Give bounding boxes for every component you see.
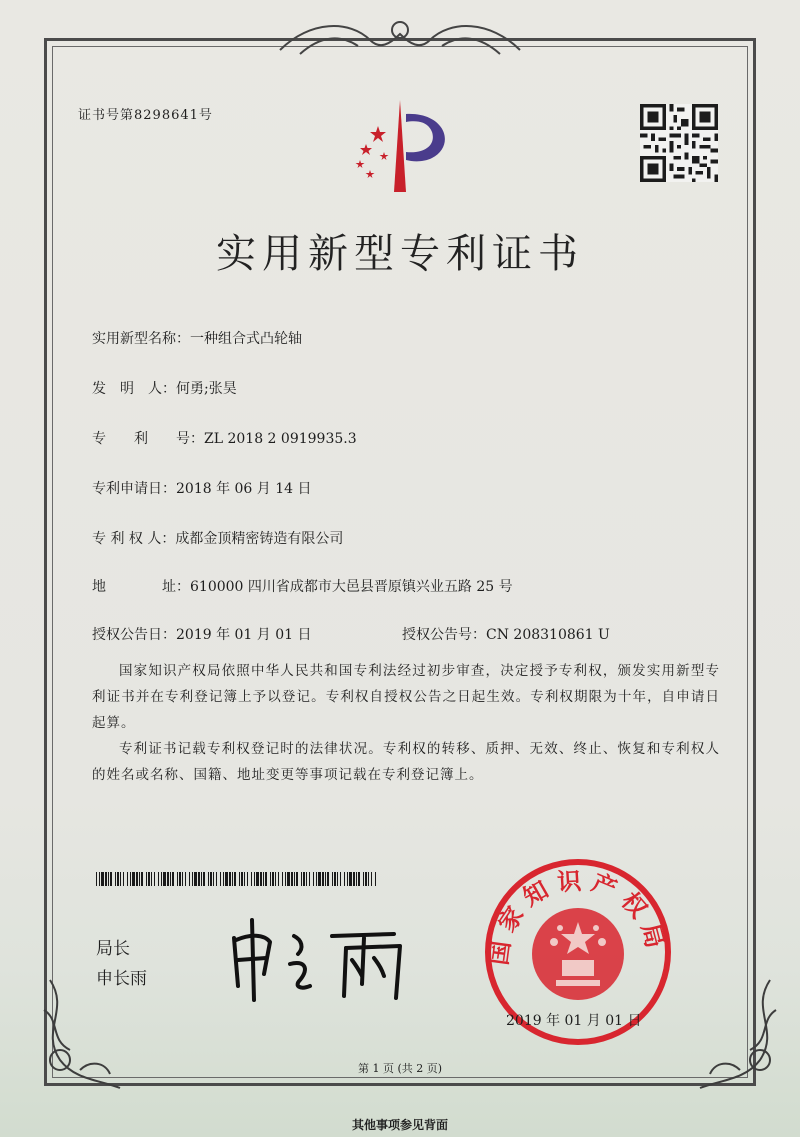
patent-number-value: ZL 2018 2 0919935.3: [204, 431, 357, 447]
patentee-label: 专 利 权 人：: [92, 531, 176, 547]
utility-model-name-label: 实用新型名称：: [92, 331, 190, 347]
statement-paragraph-1: 国家知识产权局依照中华人民共和国专利法经过初步审查，决定授予专利权，颁发实用新型专利证书并在专利登记簿上予以登记。专利权自授权公告之日起生效。专利权期限为十年，自申请日起算。: [92, 663, 720, 731]
barcode: [96, 872, 378, 886]
patent-office-logo: [336, 96, 464, 196]
top-ornament: [270, 14, 530, 64]
certificate-number: 证书号第8298641号: [78, 108, 213, 123]
patentee-row: [92, 528, 343, 548]
inventor-value: 何勇;张昊: [176, 381, 237, 397]
patent-number-label: 专 利 号：: [92, 431, 204, 447]
inventor-row: [92, 378, 237, 398]
utility-model-name-row: [92, 328, 302, 348]
utility-model-name-value: 一种组合式凸轮轴: [190, 331, 302, 347]
patent-number-row: [92, 428, 357, 448]
qr-code: [640, 104, 718, 182]
seal-date: 2019 年 01 月 01 日: [506, 1013, 642, 1029]
director-signature: [224, 914, 424, 1002]
address-label: 地 址：: [92, 579, 190, 595]
certificate-title: 实用新型专利证书: [216, 231, 584, 277]
grant-number-label: 授权公告号：: [402, 627, 486, 643]
seal-text: 国家知识产权局: [484, 866, 672, 967]
grant-number-row: [402, 624, 610, 644]
address-value: 610000 四川省成都市大邑县晋原镇兴业五路 25 号: [190, 579, 513, 595]
grant-date-label: 授权公告日：: [92, 627, 176, 643]
bottom-right-ornament: [680, 970, 790, 1100]
address-row: [92, 576, 513, 596]
page-number: 第 1 页 (共 2 页): [357, 1062, 443, 1075]
inventor-label: 发 明 人：: [92, 381, 176, 397]
director-block: [96, 934, 147, 994]
grant-date-row: [92, 624, 312, 644]
application-date-value: 2018 年 06 月 14 日: [176, 481, 312, 497]
statement-paragraph-2: 专利证书记载专利权登记时的法律状况。专利权的转移、质押、无效、终止、恢复和专利权人的姓名或名称、国籍、地址变更等事项记载在专利登记簿上。: [92, 741, 720, 783]
grant-date-value: 2019 年 01 月 01 日: [176, 627, 312, 643]
director-title: 局长: [96, 939, 130, 959]
director-name: 申长雨: [96, 969, 147, 989]
patentee-value: 成都金顶精密铸造有限公司: [175, 531, 344, 547]
back-note: 其他事项参见背面: [351, 1118, 448, 1132]
application-date-label: 专利申请日：: [92, 481, 176, 497]
grant-number-value: CN 208310861 U: [486, 627, 610, 643]
application-date-row: [92, 478, 312, 498]
